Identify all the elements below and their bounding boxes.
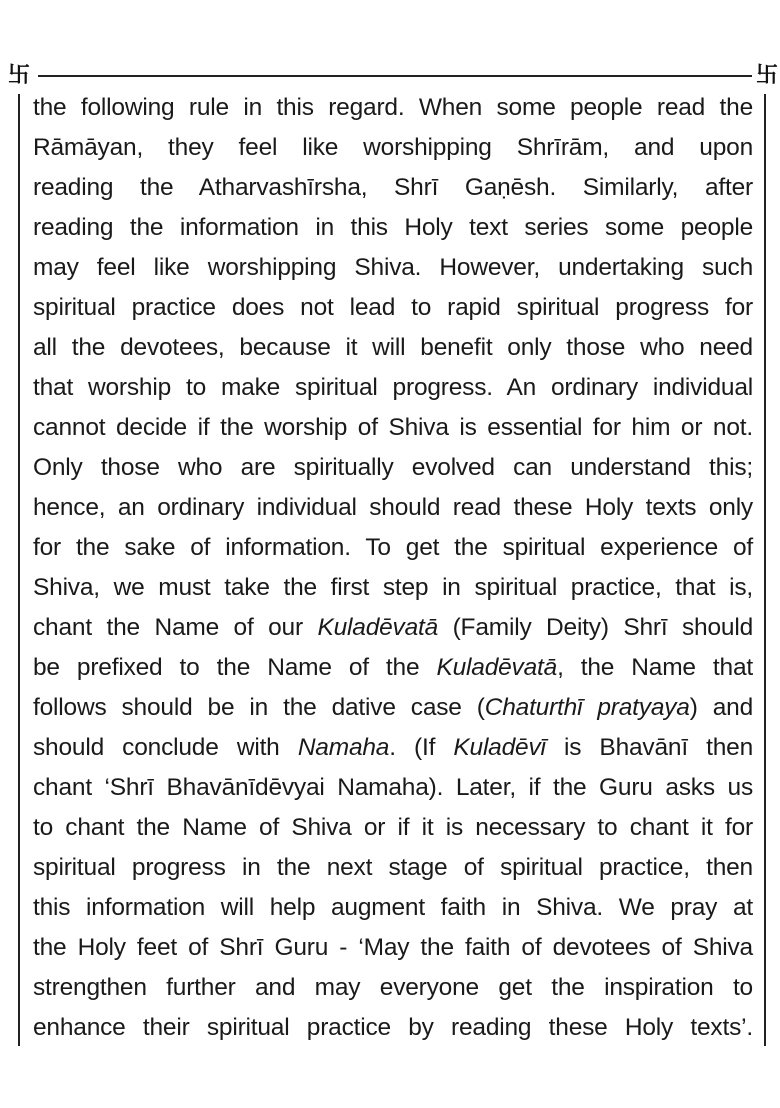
text-segment: enhance their spiritual practice by reading these Holy texts’. bbox=[33, 1014, 753, 1041]
text-line bbox=[33, 208, 753, 248]
text-segment: this information will help augment faith in Shiva. We pray at bbox=[33, 894, 753, 921]
text-line bbox=[33, 688, 753, 728]
text-line bbox=[33, 768, 753, 808]
text-segment: should conclude with bbox=[33, 734, 298, 761]
text-segment: spiritual practice does not lead to rapid spiritual progress for bbox=[33, 294, 753, 321]
text-line bbox=[33, 528, 753, 568]
text-line bbox=[33, 608, 753, 648]
text-segment: the following rule in this regard. When some people read the bbox=[33, 94, 753, 121]
header-rule bbox=[38, 75, 752, 77]
text-segment: follows should be in the dative case ( bbox=[33, 694, 485, 721]
left-border-line bbox=[18, 94, 20, 1046]
text-segment: . (If bbox=[389, 734, 454, 761]
text-line bbox=[33, 488, 753, 528]
text-segment: be prefixed to the Name of the bbox=[33, 654, 437, 681]
right-border-line bbox=[764, 94, 766, 1046]
text-line bbox=[33, 368, 753, 408]
text-segment: chant the Name of our bbox=[33, 614, 318, 641]
text-line bbox=[33, 88, 753, 128]
text-line bbox=[33, 448, 753, 488]
text-segment: Only those who are spiritually evolved can understand this; bbox=[33, 454, 753, 481]
text-segment: ) and bbox=[689, 694, 753, 721]
text-segment: all the devotees, because it will benefit only those who need bbox=[33, 334, 753, 361]
text-line bbox=[33, 648, 753, 688]
swastika-ornament-right-icon: 卐 bbox=[756, 62, 779, 87]
text-segment: is Bhavānī then bbox=[545, 734, 754, 761]
italic-term: Kuladēvatā bbox=[317, 614, 439, 641]
text-line bbox=[33, 128, 753, 168]
text-line bbox=[33, 848, 753, 888]
text-segment: cannot decide if the worship of Shiva is essential for him or not. bbox=[33, 414, 753, 441]
text-line bbox=[33, 888, 753, 928]
text-segment: that worship to make spiritual progress. An ordinary individual bbox=[33, 374, 753, 401]
text-segment: reading the Atharvashīrsha, Shrī Gaṇēsh. Similarly, after bbox=[33, 174, 753, 201]
text-line bbox=[33, 248, 753, 288]
text-segment: (Family Deity) Shrī should bbox=[438, 614, 753, 641]
text-line bbox=[33, 808, 753, 848]
text-segment: the Holy feet of Shrī Guru - ‘May the faith of devotees of Shiva bbox=[33, 934, 753, 961]
text-segment: for the sake of information. To get the spiritual experience of bbox=[33, 534, 753, 561]
body-paragraph bbox=[33, 88, 753, 1048]
italic-term: Chaturthī pratyaya bbox=[484, 694, 690, 721]
text-line bbox=[33, 408, 753, 448]
text-segment: hence, an ordinary individual should read these Holy texts only bbox=[33, 494, 753, 521]
italic-term: Kuladēvī bbox=[453, 734, 546, 761]
text-segment: may feel like worshipping Shiva. However, undertaking such bbox=[33, 254, 753, 281]
text-line bbox=[33, 968, 753, 1008]
text-segment: strengthen further and may everyone get the inspiration to bbox=[33, 974, 753, 1001]
text-line bbox=[33, 728, 753, 768]
text-line bbox=[33, 288, 753, 328]
text-line bbox=[33, 168, 753, 208]
italic-term: Kuladēvatā bbox=[436, 654, 558, 681]
text-line bbox=[33, 1008, 753, 1048]
text-segment: Rāmāyan, they feel like worshipping Shrīrām, and upon bbox=[33, 134, 753, 161]
text-segment: , the Name that bbox=[557, 654, 753, 681]
text-line bbox=[33, 568, 753, 608]
text-segment: to chant the Name of Shiva or if it is necessary to chant it for bbox=[33, 814, 753, 841]
text-segment: reading the information in this Holy text series some people bbox=[33, 214, 753, 241]
text-line bbox=[33, 928, 753, 968]
swastika-ornament-left-icon: 卐 bbox=[8, 62, 31, 87]
italic-term: Namaha bbox=[297, 734, 390, 761]
text-segment: Shiva, we must take the first step in spiritual practice, that is, bbox=[33, 574, 753, 601]
text-segment: spiritual progress in the next stage of spiritual practice, then bbox=[33, 854, 753, 881]
text-segment: chant ‘Shrī Bhavānīdēvyai Namaha). Later, if the Guru asks us bbox=[33, 774, 753, 801]
text-line bbox=[33, 328, 753, 368]
